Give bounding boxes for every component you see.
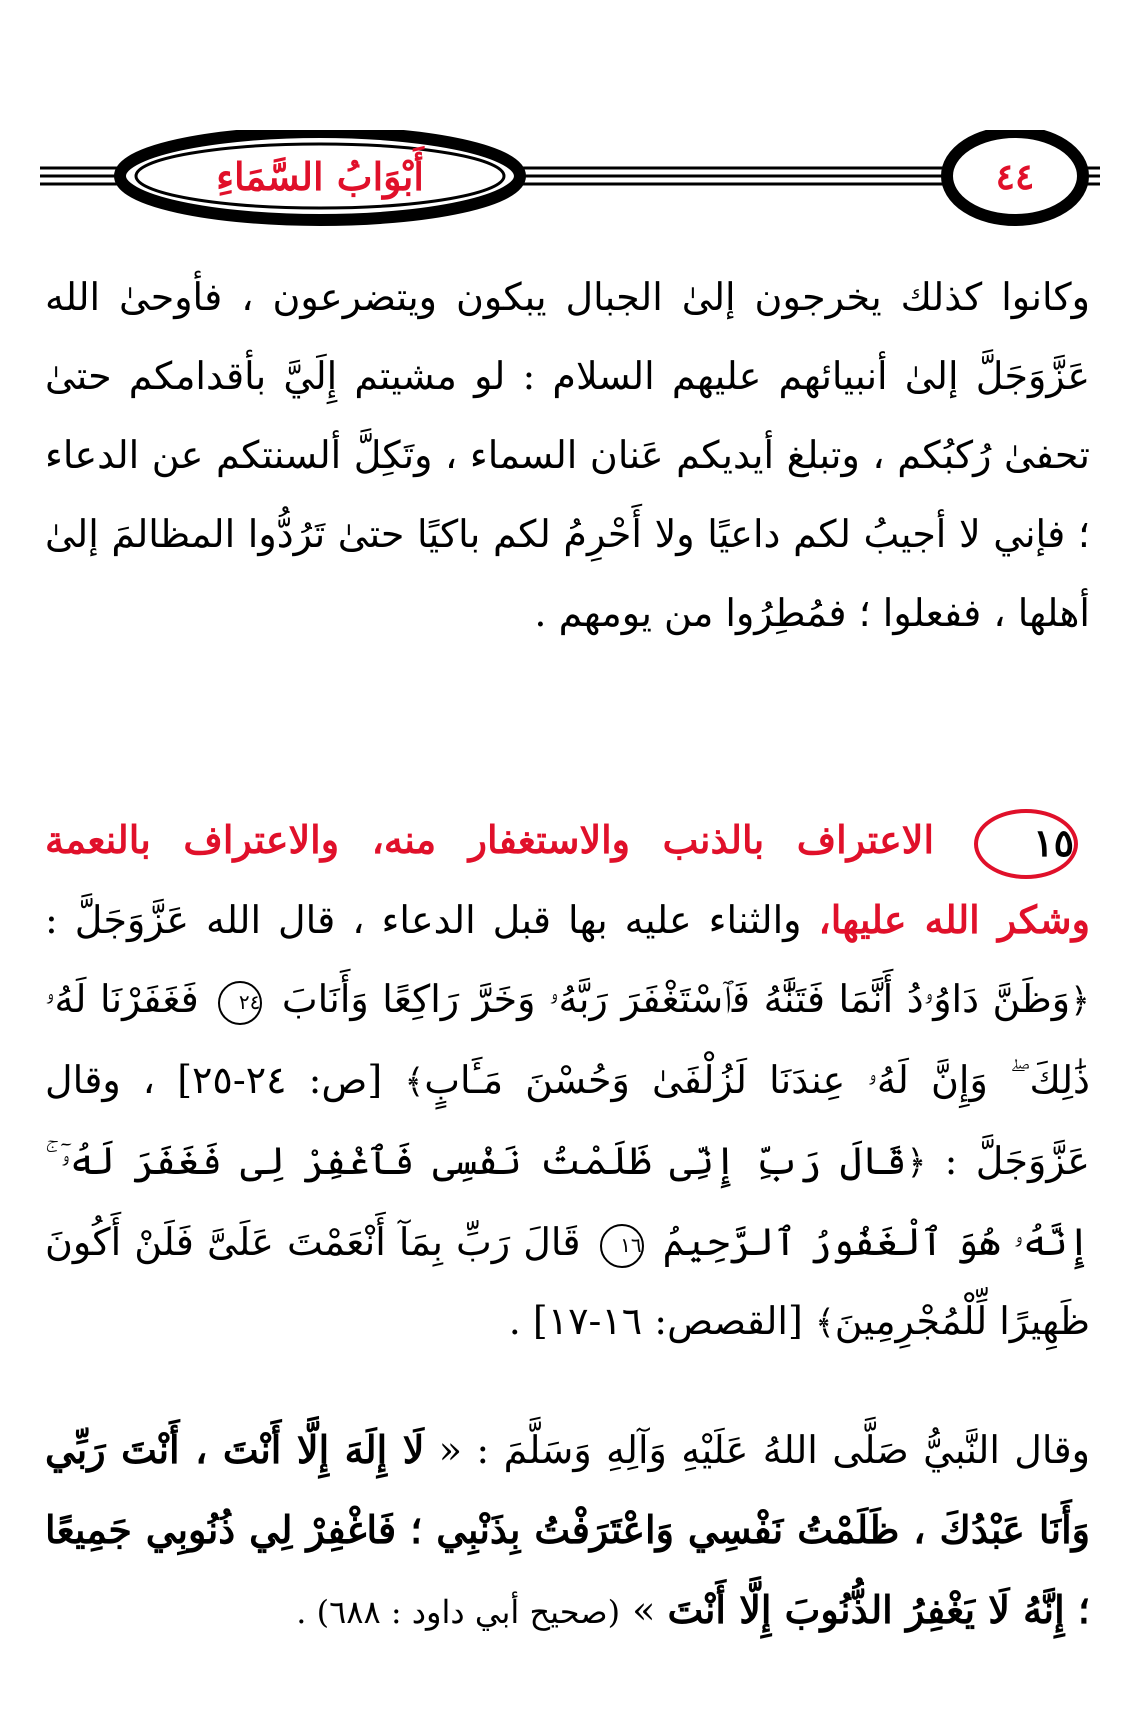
ayah-number-24: ٢٤ — [218, 981, 262, 1025]
verse-close-bracket-2: ﴾ — [814, 1303, 835, 1343]
verse-open-bracket-2: ﴿ — [906, 1143, 927, 1183]
hadith-close-quote: » — [632, 1588, 656, 1632]
verse-open-bracket: ﴿ — [1070, 981, 1090, 1021]
hadith-text: لَا إِلَهَ إِلَّا أَنْتَ ، أَنْتَ رَبِّي وَأَنَا عَبْدُكَ ، ظَلَمْتُ نَفْسِي وَاعْتَرَفْتُ بِذَنْبِي ؛ فَاغْفِرْ لِي ذُنُوبِي جَمِيعًا ؛ إِنَّهُ لَا يَغْفِرُ الذُّنُوبَ إِلَّا أَنْتَ — [45, 1427, 1090, 1632]
verse-close-bracket: ﴾ — [404, 1062, 425, 1102]
verse-reference-qasas: [القصص: ١٦-١٧] . — [508, 1299, 803, 1343]
section-heading: الاعتراف بالذنب والاستغفار منه، والاعتراف بالنعمة وشكر الله عليها، — [45, 817, 1090, 942]
running-title: أَبْوَابُ السَّمَاءِ — [216, 154, 424, 199]
hadith-intro: وقال النَّبيُّ صَلَّى اللهُ عَلَيْهِ وَآلِهِ وَسَلَّمَ : « — [438, 1428, 1090, 1472]
section-number-badge: ١٥ — [974, 809, 1078, 879]
quran-verse-qasas-16: قَالَ رَبِّ إِنِّى ظَلَمْتُ نَفْسِى فَٱغْفِرْ لِى فَغَفَرَ لَهُۥٓ ۚ إِنَّهُۥ هُوَ ٱلْغَفُورُ ٱلرَّحِيمُ — [45, 1139, 1090, 1264]
paragraph-rain-story: وكانوا كذلك يخرجون إلىٰ الجبال يبكون ويتضرعون ، فأوحىٰ الله عَزَّوَجَلَّ إلىٰ أنبيائهم عليهم السلام : لو مشيتم إِلَيَّ بأقدامكم حتىٰ تحفىٰ رُكبُكم ، وتبلغ أيديكم عَنان السماء ، وتَكِلَّ ألسنتكم عن الدعاء ؛ فإني لا أجيبُ لكم داعيًا ولا أَحْرِمُ لكم باكيًا حتىٰ تَرُدُّوا المظالمَ إلىٰ أهلها ، ففعلوا ؛ فمُطِرُوا من يومهم . — [45, 275, 1090, 635]
ayah-number-16: ١٦ — [600, 1224, 644, 1268]
page-header — [40, 130, 1100, 230]
hadith-reference: (صحيح أبي داود : ٦٨٨) . — [296, 1593, 621, 1631]
quran-verse-sad-24: وَظَنَّ دَاوُۥدُ أَنَّمَا فَتَنَّٰهُ فَٱسْتَغْفَرَ رَبَّهُۥ وَخَرَّ رَاكِعًا وَأَنَابَ — [281, 977, 1071, 1021]
section-15 — [45, 800, 1090, 1363]
section-intro-text: والثناء عليه بها قبل الدعاء ، قال الله عَزَّوَجَلَّ : — [45, 898, 802, 942]
page-number: ٤٤ — [995, 156, 1035, 198]
hadith-block — [45, 1410, 1090, 1652]
quran-verse-sad-25: فَغَفَرْنَا لَهُۥ ذَٰلِكَ ۖ وَإِنَّ لَهُۥ عِندَنَا لَزُلْفَىٰ وَحُسْنَ مَـَٔابٍ — [45, 977, 1090, 1102]
verse-reference-sad: [ص: ٢٤-٢٥] — [177, 1058, 383, 1102]
quran-verse-qasas-17: قَالَ رَبِّ بِمَآ أَنْعَمْتَ عَلَىَّ فَلَنْ أَكُونَ ظَهِيرًا لِّلْمُجْرِمِينَ — [45, 1220, 1090, 1343]
section-connector-text: ، وقال عَزَّوَجَلَّ : — [45, 1058, 1090, 1183]
